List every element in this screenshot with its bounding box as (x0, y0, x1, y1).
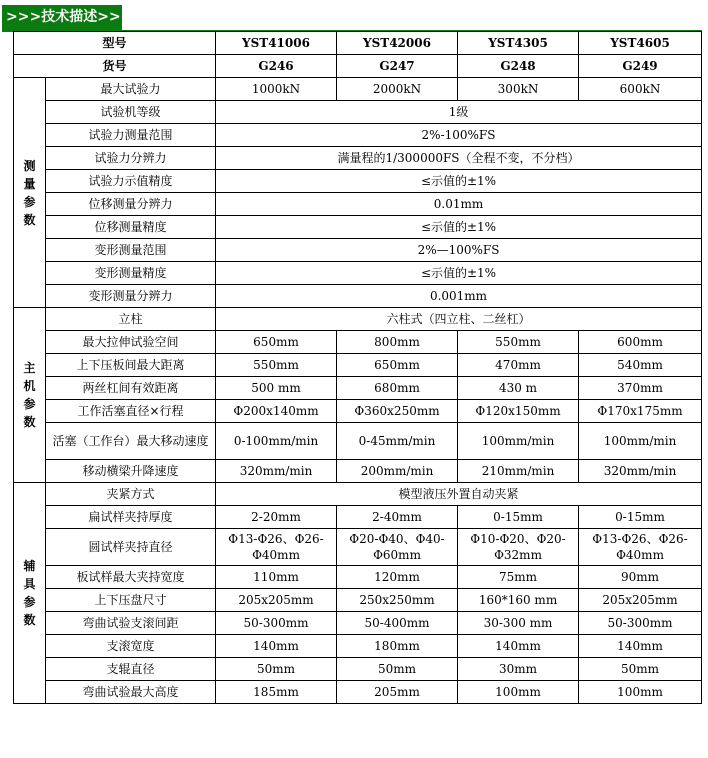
shared-value-cell: 满量程的1/300000FS（全程不变，不分档） (216, 147, 702, 170)
value-cell: 2000kN (337, 78, 458, 101)
group-title-char: 辅 (23, 559, 36, 573)
row-label: 立柱 (46, 308, 216, 331)
table-row (14, 635, 702, 658)
value-cell: 2-20mm (216, 506, 337, 529)
table-row (14, 354, 702, 377)
model-row (14, 32, 702, 55)
model-cell: YST4605 (579, 32, 702, 55)
value-cell: 100mm/min (458, 423, 579, 460)
shared-value-cell: 模型液压外置自动夹紧 (216, 483, 702, 506)
row-label: 试验力分辨力 (46, 147, 216, 170)
code-cell: G246 (216, 55, 337, 78)
table-row (14, 529, 702, 566)
row-label: 支辊直径 (46, 658, 216, 681)
table-row (14, 566, 702, 589)
value-cell: 185mm (216, 681, 337, 704)
value-cell: 0-45mm/min (337, 423, 458, 460)
value-cell: 30mm (458, 658, 579, 681)
shared-value-cell: 2%-100%FS (216, 124, 702, 147)
table-row (14, 423, 702, 460)
value-cell: Φ20-Φ40、Φ40-Φ60mm (337, 529, 458, 566)
value-cell: 100mm (579, 681, 702, 704)
table-row (14, 612, 702, 635)
model-cell: YST42006 (337, 32, 458, 55)
table-row (14, 308, 702, 331)
table-row (14, 262, 702, 285)
group-title-char: 数 (23, 613, 36, 627)
spec-table (13, 31, 702, 704)
value-cell: 0-15mm (458, 506, 579, 529)
value-cell: 650mm (337, 354, 458, 377)
value-cell: 210mm/min (458, 460, 579, 483)
row-label: 扁试样夹持厚度 (46, 506, 216, 529)
group-title-char: 测 (23, 158, 36, 173)
code-cell: G249 (579, 55, 702, 78)
group-title-char: 量 (23, 176, 36, 191)
value-cell: 500 mm (216, 377, 337, 400)
model-cell: YST4305 (458, 32, 579, 55)
value-cell: 320mm/min (579, 460, 702, 483)
value-cell: Φ120x150mm (458, 400, 579, 423)
value-cell: 470mm (458, 354, 579, 377)
table-row (14, 331, 702, 354)
value-cell: 120mm (337, 566, 458, 589)
value-cell: 200mm/min (337, 460, 458, 483)
row-label: 最大拉伸试验空间 (46, 331, 216, 354)
row-label: 上下压板间最大距离 (46, 354, 216, 377)
group-title (14, 308, 46, 483)
value-cell: 300kN (458, 78, 579, 101)
table-row (14, 193, 702, 216)
group-title (14, 483, 46, 704)
value-cell: Φ13-Φ26、Φ26-Φ40mm (216, 529, 337, 566)
row-label: 圆试样夹持直径 (46, 529, 216, 566)
row-label: 变形测量精度 (46, 262, 216, 285)
table-row (14, 78, 702, 101)
value-cell: Φ13-Φ26、Φ26-Φ40mm (579, 529, 702, 566)
shared-value-cell: ≤示值的±1% (216, 262, 702, 285)
value-cell: 50mm (579, 658, 702, 681)
shared-value-cell: ≤示值的±1% (216, 216, 702, 239)
group-title-char: 数 (23, 212, 36, 227)
table-row (14, 460, 702, 483)
shared-value-cell: 2%—100%FS (216, 239, 702, 262)
shared-value-cell: 六柱式（四立柱、二丝杠） (216, 308, 702, 331)
shared-value-cell: 1级 (216, 101, 702, 124)
code-label: 货号 (14, 55, 216, 78)
value-cell: 0-15mm (579, 506, 702, 529)
value-cell: 140mm (458, 635, 579, 658)
section-banner: >>>技术描述>>> (2, 5, 122, 30)
row-label: 弯曲试验支滚间距 (46, 612, 216, 635)
group-title-char: 机 (23, 379, 36, 393)
row-label: 位移测量分辨力 (46, 193, 216, 216)
value-cell: 600kN (579, 78, 702, 101)
row-label: 试验机等级 (46, 101, 216, 124)
row-label: 弯曲试验最大高度 (46, 681, 216, 704)
value-cell: 90mm (579, 566, 702, 589)
group-title-char: 数 (23, 415, 36, 429)
value-cell: 205x205mm (216, 589, 337, 612)
value-cell: 160*160 mm (458, 589, 579, 612)
value-cell: 180mm (337, 635, 458, 658)
code-cell: G247 (337, 55, 458, 78)
table-row (14, 239, 702, 262)
value-cell: 650mm (216, 331, 337, 354)
value-cell: 110mm (216, 566, 337, 589)
group-title (14, 78, 46, 308)
value-cell: 250x250mm (337, 589, 458, 612)
table-row (14, 589, 702, 612)
row-label: 支滚宽度 (46, 635, 216, 658)
group-title-char: 参 (23, 595, 36, 609)
shared-value-cell: 0.001mm (216, 285, 702, 308)
value-cell: 1000kN (216, 78, 337, 101)
group-title-char: 主 (23, 361, 36, 375)
value-cell: 30-300 mm (458, 612, 579, 635)
value-cell: 550mm (216, 354, 337, 377)
row-label: 移动横梁升降速度 (46, 460, 216, 483)
table-row (14, 170, 702, 193)
row-label: 两丝杠间有效距离 (46, 377, 216, 400)
value-cell: 370mm (579, 377, 702, 400)
table-row (14, 658, 702, 681)
value-cell: 680mm (337, 377, 458, 400)
row-label: 位移测量精度 (46, 216, 216, 239)
value-cell: 2-40mm (337, 506, 458, 529)
value-cell: 0-100mm/min (216, 423, 337, 460)
row-label: 板试样最大夹持宽度 (46, 566, 216, 589)
value-cell: 205mm (337, 681, 458, 704)
value-cell: Φ200x140mm (216, 400, 337, 423)
row-label: 最大试验力 (46, 78, 216, 101)
table-row (14, 681, 702, 704)
value-cell: 600mm (579, 331, 702, 354)
shared-value-cell: 0.01mm (216, 193, 702, 216)
value-cell: 320mm/min (216, 460, 337, 483)
value-cell: 430 m (458, 377, 579, 400)
table-row (14, 377, 702, 400)
table-row (14, 124, 702, 147)
row-label: 活塞（工作台）最大移动速度 (46, 423, 216, 460)
table-row (14, 147, 702, 170)
value-cell: 50-300mm (579, 612, 702, 635)
value-cell: Φ360x250mm (337, 400, 458, 423)
value-cell: 550mm (458, 331, 579, 354)
value-cell: Φ170x175mm (579, 400, 702, 423)
value-cell: 100mm (458, 681, 579, 704)
row-label: 工作活塞直径×行程 (46, 400, 216, 423)
value-cell: 205x205mm (579, 589, 702, 612)
value-cell: 100mm/min (579, 423, 702, 460)
value-cell: 140mm (216, 635, 337, 658)
group-title-char: 参 (23, 194, 36, 209)
row-label: 试验力测量范围 (46, 124, 216, 147)
group-title-char: 具 (23, 577, 36, 591)
value-cell: 540mm (579, 354, 702, 377)
table-row (14, 101, 702, 124)
value-cell: 50-400mm (337, 612, 458, 635)
value-cell: 140mm (579, 635, 702, 658)
shared-value-cell: ≤示值的±1% (216, 170, 702, 193)
model-cell: YST41006 (216, 32, 337, 55)
row-label: 变形测量范围 (46, 239, 216, 262)
row-label: 试验力示值精度 (46, 170, 216, 193)
table-row (14, 506, 702, 529)
code-cell: G248 (458, 55, 579, 78)
value-cell: 50mm (337, 658, 458, 681)
table-row (14, 400, 702, 423)
value-cell: Φ10-Φ20、Φ20-Φ32mm (458, 529, 579, 566)
value-cell: 75mm (458, 566, 579, 589)
value-cell: 800mm (337, 331, 458, 354)
group-title-char: 参 (23, 397, 36, 411)
table-row (14, 285, 702, 308)
table-row (14, 483, 702, 506)
row-label: 变形测量分辨力 (46, 285, 216, 308)
value-cell: 50-300mm (216, 612, 337, 635)
value-cell: 50mm (216, 658, 337, 681)
table-row (14, 216, 702, 239)
row-label: 上下压盘尺寸 (46, 589, 216, 612)
model-label: 型号 (14, 32, 216, 55)
row-label: 夹紧方式 (46, 483, 216, 506)
code-row (14, 55, 702, 78)
